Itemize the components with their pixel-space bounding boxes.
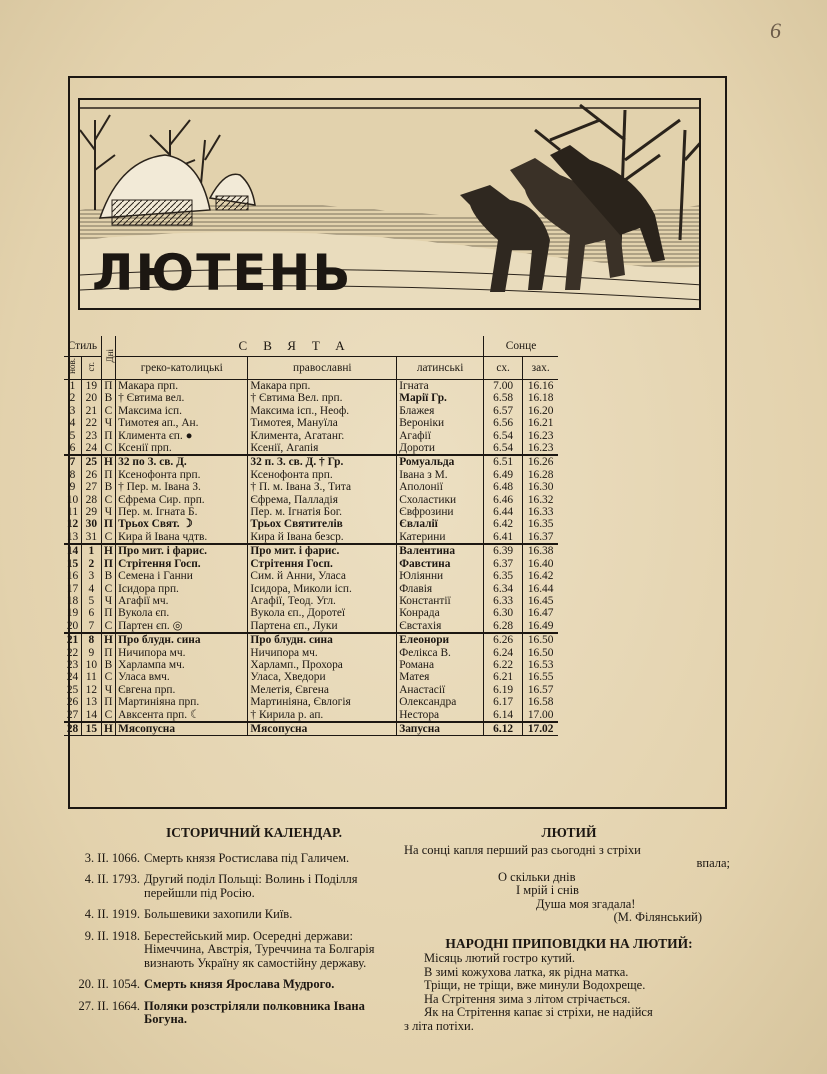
calendar-row [64, 595, 558, 607]
orthodox-saint: Тимотея, Мануїла [248, 417, 397, 429]
sunrise-time: 6.44 [484, 506, 523, 518]
orthodox-saint: Ксенії, Агапія [248, 442, 397, 455]
new-style-day: 11 [67, 506, 79, 519]
sunrise-time: 6.19 [484, 684, 523, 696]
weekday: П [101, 380, 115, 393]
orthodox-saint: Ісидора, Миколи ісп. [248, 583, 397, 595]
orthodox-saint: Макара прп. [248, 380, 397, 393]
old-style-day: 20 [82, 392, 102, 404]
weekday: П [101, 647, 115, 659]
latin-saint: Нестора [397, 709, 484, 722]
greek-catholic-saint: Ксенії прп. [116, 442, 248, 455]
weekday: Ч [101, 417, 115, 429]
orthodox-saint: † П. м. Івана З., Тита [248, 481, 397, 493]
greek-catholic-saint: Ксенофонта прп. [116, 469, 248, 481]
latin-saint: Флавія [397, 583, 484, 595]
orthodox-saint: Максима ісп., Неоф. [248, 405, 397, 417]
sunrise-time: 6.35 [484, 570, 523, 582]
old-style-day: 22 [82, 417, 102, 429]
greek-catholic-saint: Уласа вмч. [116, 671, 248, 683]
calendar-row [64, 684, 558, 696]
greek-catholic-saint: Трьох Свят. ☽ [116, 518, 248, 530]
old-style-day: 12 [82, 684, 102, 696]
history-event: 9. II. 1918. Берестейський мир. Осередні держави: Німеччина, Австрія, Туреччина та Болгарія визнають Україну як самостійну державу. [84, 928, 375, 970]
orthodox-saint: Мясопусна [248, 722, 397, 736]
sunset-time: 16.50 [523, 647, 558, 659]
sunset-time: 16.32 [523, 494, 558, 506]
new-style-day: 10 [66, 493, 79, 506]
holidays-header: СВЯТА [116, 336, 484, 357]
sunrise-time: 6.26 [484, 633, 523, 646]
greek-catholic-saint: Тимотея ап., Ан. [116, 417, 248, 429]
sunset-time: 16.23 [523, 442, 558, 455]
calendar-row [64, 607, 558, 619]
greek-catholic-saint: Агафії мч. [116, 595, 248, 607]
greek-catholic-saint: Мясопусна [116, 722, 248, 736]
proverb-continuation: з літа потіхи. [404, 1018, 474, 1033]
orthodox-saint: Про блудн. сина [248, 633, 397, 646]
new-style-day: 1 [69, 380, 76, 392]
orthodox-saint: Вукола єп., Доротеї [248, 607, 397, 619]
latin-saint: Олександра [397, 696, 484, 708]
sunrise-time: 6.42 [484, 518, 523, 530]
latin-saint: Євлалії [397, 518, 484, 530]
old-style-day: 6 [82, 607, 102, 619]
sunset-time: 16.44 [523, 583, 558, 595]
sunset-time: 16.53 [523, 659, 558, 671]
calendar-row [64, 469, 558, 481]
latin-saint: Дороти [397, 442, 484, 455]
weekday: П [101, 696, 115, 708]
calendar-row [64, 558, 558, 570]
poem-line: О скільки днів [498, 869, 576, 884]
calendar-row [64, 544, 558, 557]
old-style-day: 19 [82, 380, 102, 393]
new-style-day: 6 [69, 442, 76, 455]
greek-catholic-header: греко-католицькі [116, 357, 248, 380]
sunrise-time: 6.17 [484, 696, 523, 708]
sunrise-time: 6.34 [484, 583, 523, 595]
sunrise-time: 6.30 [484, 607, 523, 619]
sunset-time: 16.35 [523, 518, 558, 530]
orthodox-saint: Ничипора мч. [248, 647, 397, 659]
orthodox-saint: Агафії, Теод. Угл. [248, 595, 397, 607]
historical-calendar [74, 826, 394, 1035]
orthodox-saint: Трьох Святителів [248, 518, 397, 530]
sunrise-time: 6.57 [484, 405, 523, 417]
greek-catholic-saint: Вукола єп. [116, 607, 248, 619]
sunset-time: 16.23 [523, 430, 558, 442]
orthodox-saint: Мелетія, Євгена [248, 684, 397, 696]
calendar-row [64, 494, 558, 506]
sunrise-time: 6.12 [484, 722, 523, 736]
history-event: 4. II. 1793. Другий поділ Польщі: Волинь і Поділля перейшли під Росію. [84, 872, 358, 900]
greek-catholic-saint: Кира й Івана чдтв. [116, 531, 248, 544]
sunset-time: 16.37 [523, 531, 558, 544]
sunrise-time: 6.33 [484, 595, 523, 607]
greek-catholic-saint: Семена і Ганни [116, 570, 248, 582]
new-style-day: 26 [66, 696, 79, 709]
weekday: С [101, 709, 115, 722]
weekday: С [101, 494, 115, 506]
weekday: Н [101, 633, 115, 646]
sunset-time: 17.00 [523, 709, 558, 722]
sunrise-time: 6.51 [484, 455, 523, 468]
new-style-day: 23 [66, 658, 79, 671]
sunset-time: 16.18 [523, 392, 558, 404]
calendar-row [64, 531, 558, 544]
calendar-row [64, 417, 558, 429]
new-style-day: 14 [64, 544, 82, 557]
old-style-day: 27 [82, 481, 102, 493]
sunset-time: 16.57 [523, 684, 558, 696]
latin-saint: Марії Гр. [397, 392, 484, 404]
poem-line: На сонці капля перший раз сьогодні з стріхи [404, 842, 641, 857]
old-style-day: 28 [82, 494, 102, 506]
old-style-day: 21 [82, 405, 102, 417]
old-style-day: 9 [82, 647, 102, 659]
orthodox-saint: Кира й Івана безср. [248, 531, 397, 544]
proverb: На Стрітення зима з літом стрічається. [424, 991, 631, 1006]
sunset-time: 16.55 [523, 671, 558, 683]
latin-saint: Схоластики [397, 494, 484, 506]
new-style-day: 20 [66, 619, 79, 632]
orthodox-saint: Уласа, Хведори [248, 671, 397, 683]
sun-header: Сонце [484, 336, 558, 357]
weekday: С [101, 442, 115, 455]
proverb: В зимі кожухова латка, як рідна матка. [424, 964, 629, 979]
new-style-day: 21 [64, 633, 82, 646]
weekday: П [101, 518, 115, 530]
old-style-day: 3 [82, 570, 102, 582]
new-style-day: 28 [64, 722, 82, 736]
weekday: С [101, 531, 115, 544]
orthodox-saint: Стрітення Госп. [248, 558, 397, 570]
greek-catholic-saint: Стрітення Госп. [116, 558, 248, 570]
calendar-row [64, 455, 558, 468]
weekday: П [101, 430, 115, 442]
sunset-time: 16.45 [523, 595, 558, 607]
poem-line: Душа моя згадала! [536, 896, 636, 911]
weekday: Н [101, 544, 115, 557]
greek-catholic-saint: Ничипора мч. [116, 647, 248, 659]
old-style-day: 25 [82, 455, 102, 468]
weekday: Н [101, 722, 115, 736]
calendar-row [64, 709, 558, 722]
weekday: Ч [101, 595, 115, 607]
weekday: В [101, 481, 115, 493]
calendar-row [64, 481, 558, 493]
latin-saint: Вероніки [397, 417, 484, 429]
new-style-day: 22 [66, 646, 79, 659]
new-style-day: 15 [66, 557, 79, 570]
weekday: С [101, 671, 115, 683]
greek-catholic-saint: † Пер. м. Івана З. [116, 481, 248, 493]
new-style-day: 7 [64, 455, 82, 468]
old-style-day: 23 [82, 430, 102, 442]
sunset-time: 16.26 [523, 455, 558, 468]
sunrise-time: 6.58 [484, 392, 523, 404]
sunset-time: 16.28 [523, 469, 558, 481]
month-title: ЛЮТЕНЬ [92, 244, 353, 302]
sunset-time: 16.50 [523, 633, 558, 646]
orthodox-saint: 32 п. З. св. Д. † Гр. [248, 455, 397, 468]
orthodox-saint: Мартиніяна, Євлогія [248, 696, 397, 708]
latin-saint: Конрада [397, 607, 484, 619]
calendar-row [64, 380, 558, 393]
old-style-day: 1 [82, 544, 102, 557]
greek-catholic-saint: Про мит. і фарис. [116, 544, 248, 557]
poem-and-proverbs [404, 826, 734, 1033]
latin-saint: Матея [397, 671, 484, 683]
sunrise-time: 6.21 [484, 671, 523, 683]
history-event: 4. II. 1919. Большевики захопили Київ. [84, 907, 293, 921]
latin-saint: Катерини [397, 531, 484, 544]
sunset-time: 16.38 [523, 544, 558, 557]
weekday: Ч [101, 506, 115, 518]
calendar-row [64, 583, 558, 595]
calendar-row [64, 647, 558, 659]
calendar-row [64, 722, 558, 736]
weekday: Н [101, 455, 115, 468]
latin-saint: Валентина [397, 544, 484, 557]
old-style-day: 10 [82, 659, 102, 671]
sunrise-time: 6.22 [484, 659, 523, 671]
new-style-day: 8 [69, 468, 76, 481]
orthodox-saint: † Євтима Вел. прп. [248, 392, 397, 404]
poem-author: (М. Філянський) [613, 910, 702, 924]
latin-saint: Блажея [397, 405, 484, 417]
old-style-day: 31 [82, 531, 102, 544]
new-style-day: 17 [66, 582, 79, 595]
page-number: 6 [770, 18, 781, 43]
sunset-time: 16.30 [523, 481, 558, 493]
latin-saint: Запусна [397, 722, 484, 736]
sunrise-time: 6.41 [484, 531, 523, 544]
calendar-row [64, 570, 558, 582]
days-header: Дні [101, 336, 115, 380]
greek-catholic-saint: Євгена прп. [116, 684, 248, 696]
orthodox-saint: Про мит. і фарис. [248, 544, 397, 557]
greek-catholic-saint: Ісидора прп. [116, 583, 248, 595]
greek-catholic-saint: † Євтима вел. [116, 392, 248, 404]
latin-saint: Івана з М. [397, 469, 484, 481]
calendar-row [64, 671, 558, 683]
old-style-day: 26 [82, 469, 102, 481]
history-event: 3. II. 1066. Смерть князя Ростислава під Галичем. [84, 850, 350, 865]
style-header: Стиль [64, 336, 101, 357]
weekday: В [101, 659, 115, 671]
orthodox-header: православні [248, 357, 397, 380]
old-style-day: 14 [82, 709, 102, 722]
calendar-row [64, 659, 558, 671]
weekday: П [101, 558, 115, 570]
calendar-row [64, 442, 558, 455]
sunset-time: 16.42 [523, 570, 558, 582]
sunrise-time: 6.28 [484, 620, 523, 633]
sunrise-time: 6.56 [484, 417, 523, 429]
calendar-row [64, 518, 558, 530]
orthodox-saint: Харламп., Прохора [248, 659, 397, 671]
weekday: С [101, 620, 115, 633]
proverb: Як на Стрітення капає зі стріхи, не надійся [424, 1005, 653, 1019]
new-style-day: 13 [66, 530, 79, 543]
old-style-day: 8 [82, 633, 102, 646]
greek-catholic-saint: Партен єп. ◎ [116, 620, 248, 633]
greek-catholic-saint: Про блудн. сина [116, 633, 248, 646]
new-style-day: 3 [69, 404, 76, 417]
sunset-time: 16.16 [523, 380, 558, 393]
proverb: Тріщи, не тріщи, вже минули Водохреще. [424, 978, 646, 992]
latin-saint: Аполонії [397, 481, 484, 493]
sunrise-time: 6.49 [484, 469, 523, 481]
greek-catholic-saint: Максима ісп. [116, 405, 248, 417]
sunset-time: 17.02 [523, 722, 558, 736]
sunset-time: 16.47 [523, 607, 558, 619]
calendar-row [64, 392, 558, 404]
latin-saint: Фелікса В. [397, 647, 484, 659]
new-style-day: 19 [66, 607, 79, 620]
orthodox-saint: Климента, Агатанг. [248, 430, 397, 442]
weekday: П [101, 607, 115, 619]
old-style-day: 7 [82, 620, 102, 633]
sunrise-time: 6.14 [484, 709, 523, 722]
calendar-row [64, 633, 558, 646]
new-style-day: 5 [69, 429, 76, 442]
old-style-day: 30 [82, 518, 102, 530]
old-style-header: ст. [82, 357, 102, 380]
history-event: 20. II. 1054. Смерть князя Ярослава Мудрого. [78, 977, 335, 991]
sunrise-time: 6.24 [484, 647, 523, 659]
new-style-day: 4 [69, 417, 76, 430]
calendar-row [64, 405, 558, 417]
latin-saint: Ігната [397, 380, 484, 393]
sunrise-header: сх. [484, 357, 523, 380]
weekday: Ч [101, 684, 115, 696]
weekday: С [101, 405, 115, 417]
old-style-day: 15 [82, 722, 102, 736]
proverbs-title: НАРОДНІ ПРИПОВІДКИ НА ЛЮТИЙ: [445, 935, 693, 951]
sunset-time: 16.21 [523, 417, 558, 429]
calendar-table [64, 336, 558, 736]
sunrise-time: 6.48 [484, 481, 523, 493]
sunset-header: зах. [523, 357, 558, 380]
latin-saint: Юліянни [397, 570, 484, 582]
new-style-day: 2 [69, 392, 76, 405]
latin-saint: Євфрозини [397, 506, 484, 518]
latin-header: латинські [397, 357, 484, 380]
latin-saint: Фавстина [397, 558, 484, 570]
sunrise-time: 6.39 [484, 544, 523, 557]
greek-catholic-saint: Єфрема Сир. прп. [116, 494, 248, 506]
greek-catholic-saint: Харлампа мч. [116, 659, 248, 671]
new-style-day: 16 [66, 570, 79, 583]
calendar-row [64, 696, 558, 708]
poem-title: ЛЮТИЙ [541, 825, 597, 840]
latin-saint: Агафії [397, 430, 484, 442]
sunset-time: 16.40 [523, 558, 558, 570]
sunrise-time: 7.00 [484, 380, 523, 393]
poem-line: впала; [696, 856, 730, 870]
new-style-day: 12 [66, 518, 79, 531]
sunrise-time: 6.46 [484, 494, 523, 506]
greek-catholic-saint: Пер. м. Ігната Б. [116, 506, 248, 518]
orthodox-saint: Єфрема, Палладія [248, 494, 397, 506]
calendar-row [64, 430, 558, 442]
sunset-time: 16.58 [523, 696, 558, 708]
weekday: П [101, 469, 115, 481]
calendar-row [64, 620, 558, 633]
poem-line: І мрій і снів [516, 883, 579, 897]
new-style-day: 27 [66, 708, 79, 721]
orthodox-saint: Сим. й Анни, Уласа [248, 570, 397, 582]
old-style-day: 24 [82, 442, 102, 455]
greek-catholic-saint: Авксента прп. ☾ [116, 709, 248, 722]
weekday: В [101, 570, 115, 582]
orthodox-saint: Пер. м. Ігнатія Бог. [248, 506, 397, 518]
latin-saint: Романа [397, 659, 484, 671]
history-event: 27. II. 1664. Поляки розстріляли полковника Івана Богуна. [78, 998, 365, 1026]
orthodox-saint: † Кирила р. ап. [248, 709, 397, 722]
greek-catholic-saint: 32 по З. св. Д. [116, 455, 248, 468]
proverb: Місяць лютий гостро кутий. [424, 951, 576, 965]
new-style-day: 24 [66, 671, 79, 684]
greek-catholic-saint: Макара прп. [116, 380, 248, 393]
old-style-day: 29 [82, 506, 102, 518]
weekday: В [101, 392, 115, 404]
calendar-row [64, 506, 558, 518]
old-style-day: 4 [82, 583, 102, 595]
old-style-day: 13 [82, 696, 102, 708]
latin-saint: Ромуальда [397, 455, 484, 468]
historical-calendar-title: ІСТОРИЧНИЙ КАЛЕНДАР. [166, 825, 342, 840]
new-style-day: 9 [69, 481, 76, 494]
sunrise-time: 6.54 [484, 442, 523, 455]
sunrise-time: 6.37 [484, 558, 523, 570]
latin-saint: Елеонори [397, 633, 484, 646]
greek-catholic-saint: Климента єп. ● [116, 430, 248, 442]
weekday: С [101, 583, 115, 595]
sunrise-time: 6.54 [484, 430, 523, 442]
orthodox-saint: Ксенофонта прп. [248, 469, 397, 481]
new-style-header: нов. [64, 357, 82, 380]
old-style-day: 5 [82, 595, 102, 607]
new-style-day: 18 [66, 594, 79, 607]
sunset-time: 16.33 [523, 506, 558, 518]
old-style-day: 2 [82, 558, 102, 570]
greek-catholic-saint: Мартиніяна прп. [116, 696, 248, 708]
latin-saint: Євстахія [397, 620, 484, 633]
old-style-day: 11 [82, 671, 102, 683]
latin-saint: Анастасії [397, 684, 484, 696]
sunset-time: 16.49 [523, 620, 558, 633]
latin-saint: Константії [397, 595, 484, 607]
new-style-day: 25 [66, 683, 79, 696]
orthodox-saint: Партена єп., Луки [248, 620, 397, 633]
sunset-time: 16.20 [523, 405, 558, 417]
